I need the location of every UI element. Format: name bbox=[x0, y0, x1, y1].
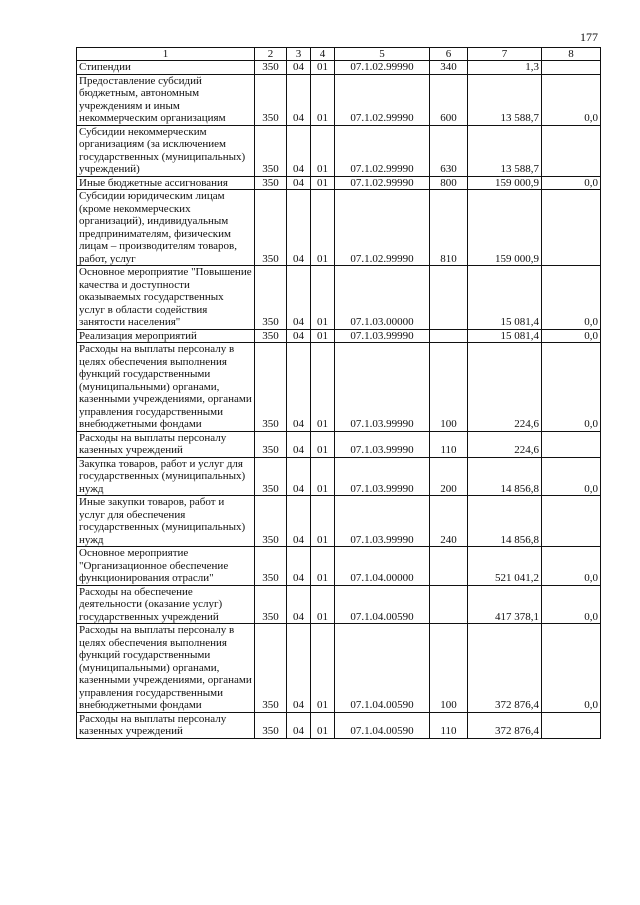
expense-type-cell bbox=[430, 547, 468, 586]
admin-code-cell: 350 bbox=[255, 74, 287, 125]
amount-2-cell: 0,0 bbox=[542, 457, 601, 496]
row-name-cell: Реализация мероприятий bbox=[77, 329, 255, 343]
table-row bbox=[77, 457, 601, 496]
section-cell: 04 bbox=[287, 176, 311, 190]
row-name-cell: Иные бюджетные ассигнования bbox=[77, 176, 255, 190]
section-cell: 04 bbox=[287, 125, 311, 176]
table-row bbox=[77, 496, 601, 547]
row-name-cell: Расходы на обеспечение деятельности (оказание услуг) государственных учреждений bbox=[77, 585, 255, 624]
expense-type-cell: 110 bbox=[430, 431, 468, 457]
expense-type-cell: 800 bbox=[430, 176, 468, 190]
amount-2-cell bbox=[542, 712, 601, 738]
subsection-cell: 01 bbox=[311, 176, 335, 190]
amount-2-cell: 0,0 bbox=[542, 624, 601, 713]
subsection-cell: 01 bbox=[311, 496, 335, 547]
section-cell: 04 bbox=[287, 343, 311, 432]
section-cell: 04 bbox=[287, 624, 311, 713]
column-header: 1 bbox=[77, 48, 255, 61]
target-article-cell: 07.1.02.99990 bbox=[335, 190, 430, 266]
section-cell: 04 bbox=[287, 74, 311, 125]
row-name-cell: Расходы на выплаты персоналу казенных учреждений bbox=[77, 431, 255, 457]
table-row bbox=[77, 343, 601, 432]
subsection-cell: 01 bbox=[311, 61, 335, 75]
amount-2-cell bbox=[542, 125, 601, 176]
subsection-cell: 01 bbox=[311, 74, 335, 125]
amount-cell: 1,3 bbox=[468, 61, 542, 75]
target-article-cell: 07.1.04.00590 bbox=[335, 624, 430, 713]
expense-type-cell: 340 bbox=[430, 61, 468, 75]
column-header: 4 bbox=[311, 48, 335, 61]
amount-cell: 14 856,8 bbox=[468, 496, 542, 547]
table-row bbox=[77, 547, 601, 586]
target-article-cell: 07.1.03.99990 bbox=[335, 496, 430, 547]
subsection-cell: 01 bbox=[311, 343, 335, 432]
subsection-cell: 01 bbox=[311, 547, 335, 586]
target-article-cell: 07.1.03.00000 bbox=[335, 266, 430, 330]
row-name-cell: Расходы на выплаты персоналу в целях обеспечения выполнения функций государственными (муниципальными) органами, казенными учреждениями, органами управления государственными внебюджетными фондами bbox=[77, 624, 255, 713]
expense-type-cell bbox=[430, 266, 468, 330]
admin-code-cell: 350 bbox=[255, 431, 287, 457]
section-cell: 04 bbox=[287, 431, 311, 457]
expense-type-cell: 110 bbox=[430, 712, 468, 738]
section-cell: 04 bbox=[287, 457, 311, 496]
admin-code-cell: 350 bbox=[255, 266, 287, 330]
target-article-cell: 07.1.04.00590 bbox=[335, 585, 430, 624]
section-cell: 04 bbox=[287, 496, 311, 547]
column-header: 8 bbox=[542, 48, 601, 61]
amount-cell: 372 876,4 bbox=[468, 624, 542, 713]
section-cell: 04 bbox=[287, 266, 311, 330]
admin-code-cell: 350 bbox=[255, 329, 287, 343]
target-article-cell: 07.1.03.99990 bbox=[335, 343, 430, 432]
admin-code-cell: 350 bbox=[255, 61, 287, 75]
admin-code-cell: 350 bbox=[255, 496, 287, 547]
row-name-cell: Субсидии некоммерческим организациям (за исключением государственных (муниципальных) учреждений) bbox=[77, 125, 255, 176]
page-number: 177 bbox=[580, 30, 598, 44]
admin-code-cell: 350 bbox=[255, 585, 287, 624]
expense-type-cell: 240 bbox=[430, 496, 468, 547]
expense-type-cell: 100 bbox=[430, 343, 468, 432]
subsection-cell: 01 bbox=[311, 585, 335, 624]
amount-cell: 159 000,9 bbox=[468, 190, 542, 266]
table-row bbox=[77, 431, 601, 457]
subsection-cell: 01 bbox=[311, 266, 335, 330]
section-cell: 04 bbox=[287, 712, 311, 738]
section-cell: 04 bbox=[287, 61, 311, 75]
admin-code-cell: 350 bbox=[255, 712, 287, 738]
amount-2-cell bbox=[542, 431, 601, 457]
subsection-cell: 01 bbox=[311, 431, 335, 457]
amount-cell: 372 876,4 bbox=[468, 712, 542, 738]
amount-2-cell: 0,0 bbox=[542, 176, 601, 190]
amount-2-cell: 0,0 bbox=[542, 266, 601, 330]
table-row bbox=[77, 190, 601, 266]
expense-type-cell: 200 bbox=[430, 457, 468, 496]
amount-cell: 159 000,9 bbox=[468, 176, 542, 190]
row-name-cell: Расходы на выплаты персоналу в целях обеспечения выполнения функций государственными (муниципальными) органами, казенными учреждениями, органами управления государственными внебюджетными фондами bbox=[77, 343, 255, 432]
target-article-cell: 07.1.03.99990 bbox=[335, 431, 430, 457]
table-row bbox=[77, 585, 601, 624]
subsection-cell: 01 bbox=[311, 190, 335, 266]
row-name-cell: Основное мероприятие "Организационное обеспечение функционирования отрасли" bbox=[77, 547, 255, 586]
subsection-cell: 01 bbox=[311, 624, 335, 713]
admin-code-cell: 350 bbox=[255, 343, 287, 432]
column-header: 6 bbox=[430, 48, 468, 61]
expense-type-cell bbox=[430, 585, 468, 624]
table-row bbox=[77, 74, 601, 125]
amount-cell: 15 081,4 bbox=[468, 329, 542, 343]
table-row bbox=[77, 266, 601, 330]
target-article-cell: 07.1.02.99990 bbox=[335, 61, 430, 75]
amount-cell: 417 378,1 bbox=[468, 585, 542, 624]
admin-code-cell: 350 bbox=[255, 125, 287, 176]
amount-cell: 14 856,8 bbox=[468, 457, 542, 496]
subsection-cell: 01 bbox=[311, 457, 335, 496]
amount-2-cell bbox=[542, 496, 601, 547]
admin-code-cell: 350 bbox=[255, 624, 287, 713]
admin-code-cell: 350 bbox=[255, 190, 287, 266]
expense-type-cell: 630 bbox=[430, 125, 468, 176]
amount-cell: 13 588,7 bbox=[468, 125, 542, 176]
amount-2-cell: 0,0 bbox=[542, 74, 601, 125]
admin-code-cell: 350 bbox=[255, 457, 287, 496]
column-header: 7 bbox=[468, 48, 542, 61]
row-name-cell: Иные закупки товаров, работ и услуг для обеспечения государственных (муниципальных) нужд bbox=[77, 496, 255, 547]
amount-2-cell: 0,0 bbox=[542, 343, 601, 432]
amount-2-cell: 0,0 bbox=[542, 547, 601, 586]
expense-type-cell bbox=[430, 329, 468, 343]
target-article-cell: 07.1.04.00000 bbox=[335, 547, 430, 586]
column-header: 3 bbox=[287, 48, 311, 61]
amount-2-cell: 0,0 bbox=[542, 585, 601, 624]
amount-2-cell bbox=[542, 61, 601, 75]
target-article-cell: 07.1.03.99990 bbox=[335, 457, 430, 496]
row-name-cell: Основное мероприятие "Повышение качества и доступности оказываемых государственных услуг в области содействия занятости населения" bbox=[77, 266, 255, 330]
target-article-cell: 07.1.02.99990 bbox=[335, 74, 430, 125]
table-row bbox=[77, 712, 601, 738]
row-name-cell: Расходы на выплаты персоналу казенных учреждений bbox=[77, 712, 255, 738]
table-row bbox=[77, 61, 601, 75]
column-header: 5 bbox=[335, 48, 430, 61]
table-row bbox=[77, 329, 601, 343]
section-cell: 04 bbox=[287, 190, 311, 266]
table-body bbox=[77, 61, 601, 739]
amount-cell: 15 081,4 bbox=[468, 266, 542, 330]
subsection-cell: 01 bbox=[311, 125, 335, 176]
amount-cell: 224,6 bbox=[468, 431, 542, 457]
expense-type-cell: 810 bbox=[430, 190, 468, 266]
section-cell: 04 bbox=[287, 547, 311, 586]
row-name-cell: Закупка товаров, работ и услуг для государственных (муниципальных) нужд bbox=[77, 457, 255, 496]
admin-code-cell: 350 bbox=[255, 176, 287, 190]
admin-code-cell: 350 bbox=[255, 547, 287, 586]
section-cell: 04 bbox=[287, 329, 311, 343]
table-header-row bbox=[77, 48, 601, 61]
table-row bbox=[77, 624, 601, 713]
row-name-cell: Стипендии bbox=[77, 61, 255, 75]
expense-type-cell: 600 bbox=[430, 74, 468, 125]
table-row bbox=[77, 176, 601, 190]
amount-cell: 13 588,7 bbox=[468, 74, 542, 125]
amount-cell: 521 041,2 bbox=[468, 547, 542, 586]
amount-2-cell bbox=[542, 190, 601, 266]
row-name-cell: Субсидии юридическим лицам (кроме некоммерческих организаций), индивидуальным предпринимателям, физическим лицам – производителям товаров, работ, услуг bbox=[77, 190, 255, 266]
column-header: 2 bbox=[255, 48, 287, 61]
amount-2-cell: 0,0 bbox=[542, 329, 601, 343]
row-name-cell: Предоставление субсидий бюджетным, автономным учреждениям и иным некоммерческим организациям bbox=[77, 74, 255, 125]
budget-table bbox=[76, 47, 601, 739]
target-article-cell: 07.1.03.99990 bbox=[335, 329, 430, 343]
target-article-cell: 07.1.02.99990 bbox=[335, 125, 430, 176]
expense-type-cell: 100 bbox=[430, 624, 468, 713]
target-article-cell: 07.1.04.00590 bbox=[335, 712, 430, 738]
section-cell: 04 bbox=[287, 585, 311, 624]
table-row bbox=[77, 125, 601, 176]
amount-cell: 224,6 bbox=[468, 343, 542, 432]
subsection-cell: 01 bbox=[311, 712, 335, 738]
target-article-cell: 07.1.02.99990 bbox=[335, 176, 430, 190]
subsection-cell: 01 bbox=[311, 329, 335, 343]
